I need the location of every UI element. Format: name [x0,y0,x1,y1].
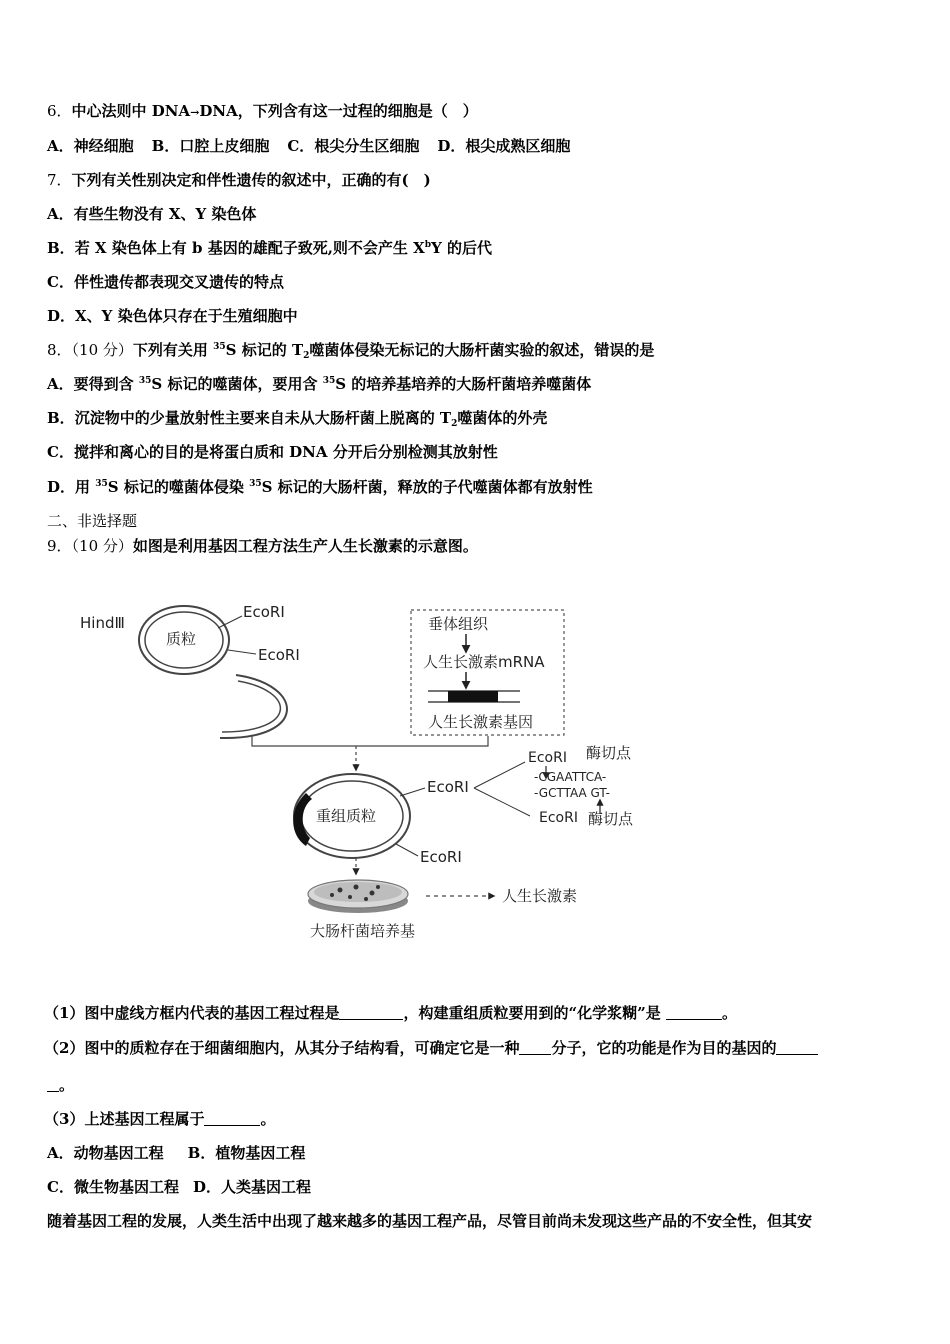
part-text: 图中的质粒存在于细菌细胞内，从其分子结构看，可确定它是一种 [84,1039,520,1057]
answer-blank[interactable] [339,1005,403,1020]
gene-engineering-diagram [0,590,950,950]
option-letter: D． [47,478,76,496]
q9-options-row-2 [47,1177,329,1197]
option-letter: C． [47,273,74,291]
part-text: 图中虚线方框内代表的基因工程过程是 [84,1004,340,1022]
q7-option-d[interactable] [47,306,298,326]
q7-stem [47,170,431,190]
part-text: 分子，它的功能是作为目的基因的 [551,1039,777,1057]
pituitary-label: 垂体组织 [428,615,489,633]
stem-text: S 标记的 T [225,341,304,359]
q6-number: 6． [47,102,72,120]
answer-blank[interactable] [204,1111,260,1126]
option-letter: A． [47,375,74,393]
superscript: 35 [95,479,108,489]
q9-option-a[interactable] [47,1143,164,1163]
gene-label: 人生长激素基因 [428,713,534,731]
hindiii-label: HindⅢ [80,614,125,632]
superscript: 35 [213,342,226,352]
q6-stem [47,101,478,123]
q7-option-c[interactable] [47,272,284,292]
q8-option-b[interactable] [47,408,547,428]
sequence-top: -CGAATTCA- [534,770,607,784]
stem-text: 噬菌体侵染无标记的大肠杆菌实验的叙述，错误的是 [309,341,655,359]
gene-fragment [428,691,520,702]
option-letter: A． [47,1144,74,1162]
q6-option-d[interactable] [437,136,570,156]
part-text: 。 [59,1076,75,1094]
option-letter: C． [47,1178,74,1196]
hgh-label: 人生长激素 [502,887,578,905]
part-text: ，构建重组质粒要用到的“化学浆糊”是 [403,1004,666,1022]
q7-option-a[interactable] [47,204,256,224]
option-text: 噬菌体的外壳 [457,409,548,427]
option-text: 有些生物没有 X、Y 染色体 [73,205,257,223]
q6-stem-b: DNA，下列含有这一过程的细胞是（ ） [199,102,478,120]
option-letter: A． [47,205,74,223]
option-letter: B． [151,137,180,155]
option-letter: B． [47,239,75,257]
part-label: （1） [44,1004,85,1022]
q7-stem-text: 下列有关性别决定和伴性遗传的叙述中，正确的有( ) [71,171,431,189]
q6-stem-a: 中心法则中 DNA [71,102,191,120]
q8-number: 8． [47,341,72,359]
option-text: 神经细胞 [73,137,134,155]
option-letter: B． [187,1144,216,1162]
option-letter: B． [47,409,75,427]
q9-part-2-cont [47,1075,74,1095]
option-text: 根尖成熟区细胞 [465,137,571,155]
q6-option-b[interactable] [152,136,270,156]
part-text: 。 [721,1004,737,1022]
cut-site-bottom: 酶切点 [588,810,634,828]
mrna-label: 人生长激素mRNA [423,653,545,671]
option-text: 用 [75,478,96,496]
ecoli-medium-label: 大肠杆菌培养基 [310,922,416,940]
stem-text: 如图是利用基因工程方法生产人生长激素的示意图。 [132,537,478,555]
option-text: 口腔上皮细胞 [179,137,270,155]
option-text: 搅拌和离心的目的是将蛋白质和 DNA 分开后分别检测其放射性 [73,443,498,461]
q9-number: 9． [47,537,72,555]
answer-blank[interactable] [666,1005,722,1020]
superscript: 35 [249,479,262,489]
q8-option-a[interactable] [47,374,591,394]
sequence-bottom: -GCTTAA GT- [534,786,610,800]
q9-part-2 [44,1038,818,1058]
option-text: 植物基因工程 [215,1144,306,1162]
option-letter: C． [287,137,315,155]
option-text: S 标记的噬菌体，要用含 [151,375,323,393]
q9-continuation: 随着基因工程的发展，人类生活中出现了越来越多的基因工程产品，尽管目前尚未发现这些产品的不安全性，但其安 [47,1212,813,1230]
ecori-label-3: EcoRI [427,778,469,796]
q9-part-1 [44,1003,737,1023]
option-letter: D． [192,1178,221,1196]
part-text: 。 [260,1110,276,1128]
superscript: 35 [322,376,336,386]
q6-option-a[interactable] [47,136,134,156]
q6-arrow: → [190,106,200,119]
superscript: b [424,240,432,250]
answer-blank[interactable] [519,1040,551,1055]
option-text: 根尖分生区细胞 [314,137,420,155]
q7-option-b[interactable] [47,238,492,258]
q6-options [47,136,588,156]
stem-text: 下列有关用 [132,341,214,359]
option-letter: A． [47,137,74,155]
option-text: 人类基因工程 [220,1178,311,1196]
option-letter: C． [47,443,74,461]
ecori-label-1: EcoRI [243,603,285,621]
plasmid-label: 质粒 [166,630,197,648]
option-text: 伴性遗传都表现交叉遗传的特点 [73,273,284,291]
option-text: Y 的后代 [431,239,493,257]
option-text: S 的培养基培养的大肠杆菌培养噬菌体 [335,375,592,393]
petri-dish [308,880,408,913]
q9-score: （10 分） [71,537,133,555]
q8-option-c[interactable] [47,442,498,462]
q8-score: （10 分） [71,341,133,359]
part-text: 上述基因工程属于 [84,1110,205,1128]
answer-blank[interactable] [47,1077,59,1092]
section-title: 二、非选择题 [47,512,138,530]
option-text: 动物基因工程 [73,1144,164,1162]
q9-part-3 [44,1109,275,1129]
ecori-site-bottom: EcoRI [539,810,578,826]
option-text: 沉淀物中的少量放射性主要来自未从大肠杆菌上脱离的 T [74,409,452,427]
option-text: 若 X 染色体上有 b 基因的雄配子致死,则不会产生 X [74,239,425,257]
superscript: 35 [138,376,152,386]
option-text: X、Y 染色体只存在于生殖细胞中 [75,307,298,325]
subscript: 2 [451,419,458,429]
option-text: 微生物基因工程 [73,1178,179,1196]
q7-number: 7． [47,171,72,189]
ecori-site-top: EcoRI [528,750,567,766]
cut-site-top: 酶切点 [586,744,632,762]
ecori-label-2: EcoRI [258,646,300,664]
answer-blank[interactable] [776,1040,818,1055]
subscript: 2 [303,351,310,361]
q9-option-c[interactable] [47,1177,179,1197]
option-letter: D． [437,137,466,155]
part-label: （3） [44,1110,85,1128]
q9-stem [47,536,478,556]
option-letter: D． [47,307,76,325]
q6-option-c[interactable] [287,136,419,156]
option-text: S 标记的大肠杆菌，释放的子代噬菌体都有放射性 [261,478,593,496]
part-label: （2） [44,1039,85,1057]
ecori-label-4: EcoRI [420,848,462,866]
q9-options-row-1 [47,1143,329,1163]
option-text: S 标记的噬菌体侵染 [107,478,250,496]
q8-stem [47,340,654,360]
recombinant-label: 重组质粒 [316,807,377,825]
q9-option-b[interactable] [188,1143,306,1163]
q8-option-d[interactable] [47,477,593,497]
option-text: 要得到含 [73,375,139,393]
q9-option-d[interactable] [193,1177,311,1197]
